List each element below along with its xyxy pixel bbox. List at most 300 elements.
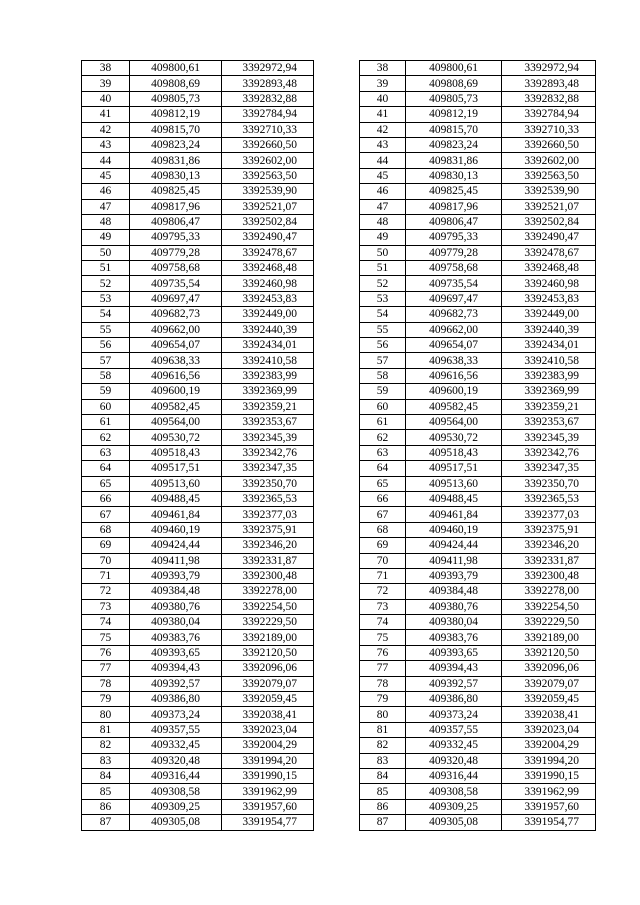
left-point-number: 72 xyxy=(82,584,130,599)
column-gap xyxy=(314,291,360,306)
left-y-coordinate: 3391994,20 xyxy=(222,753,314,768)
right-x-coordinate: 409460,19 xyxy=(406,522,502,537)
right-point-number: 61 xyxy=(360,414,406,429)
right-y-coordinate: 3392468,48 xyxy=(502,261,596,276)
left-y-coordinate: 3392478,67 xyxy=(222,245,314,260)
left-x-coordinate: 409357,55 xyxy=(130,722,222,737)
left-y-coordinate: 3392660,50 xyxy=(222,137,314,152)
right-y-coordinate: 3392004,29 xyxy=(502,738,596,753)
right-x-coordinate: 409795,33 xyxy=(406,230,502,245)
right-y-coordinate: 3392440,39 xyxy=(502,322,596,337)
left-point-number: 48 xyxy=(82,214,130,229)
left-point-number: 78 xyxy=(82,676,130,691)
right-point-number: 58 xyxy=(360,368,406,383)
left-y-coordinate: 3392383,99 xyxy=(222,368,314,383)
left-y-coordinate: 3392468,48 xyxy=(222,261,314,276)
column-gap xyxy=(314,784,360,799)
left-x-coordinate: 409332,45 xyxy=(130,738,222,753)
table-row xyxy=(82,753,596,768)
right-y-coordinate: 3392359,21 xyxy=(502,399,596,414)
right-point-number: 54 xyxy=(360,307,406,322)
column-gap xyxy=(314,476,360,491)
left-point-number: 80 xyxy=(82,707,130,722)
table-row xyxy=(82,353,596,368)
right-x-coordinate: 409830,13 xyxy=(406,168,502,183)
left-y-coordinate: 3392079,07 xyxy=(222,676,314,691)
column-gap xyxy=(314,645,360,660)
column-gap xyxy=(314,76,360,91)
left-point-number: 62 xyxy=(82,430,130,445)
table-row xyxy=(82,61,596,76)
table-row xyxy=(82,276,596,291)
right-y-coordinate: 3392079,07 xyxy=(502,676,596,691)
left-x-coordinate: 409795,33 xyxy=(130,230,222,245)
right-point-number: 77 xyxy=(360,661,406,676)
right-point-number: 59 xyxy=(360,384,406,399)
right-point-number: 86 xyxy=(360,799,406,814)
left-y-coordinate: 3392490,47 xyxy=(222,230,314,245)
left-y-coordinate: 3392059,45 xyxy=(222,692,314,707)
right-point-number: 68 xyxy=(360,522,406,537)
left-y-coordinate: 3392300,48 xyxy=(222,568,314,583)
right-y-coordinate: 3392410,58 xyxy=(502,353,596,368)
right-y-coordinate: 3392383,99 xyxy=(502,368,596,383)
left-x-coordinate: 409638,33 xyxy=(130,353,222,368)
left-y-coordinate: 3392784,94 xyxy=(222,107,314,122)
column-gap xyxy=(314,276,360,291)
table-row xyxy=(82,199,596,214)
column-gap xyxy=(314,399,360,414)
left-x-coordinate: 409393,79 xyxy=(130,568,222,583)
left-point-number: 39 xyxy=(82,76,130,91)
column-gap xyxy=(314,538,360,553)
right-x-coordinate: 409582,45 xyxy=(406,399,502,414)
table-row xyxy=(82,91,596,106)
right-point-number: 70 xyxy=(360,553,406,568)
column-gap xyxy=(314,384,360,399)
left-x-coordinate: 409460,19 xyxy=(130,522,222,537)
right-x-coordinate: 409812,19 xyxy=(406,107,502,122)
right-point-number: 43 xyxy=(360,137,406,152)
right-x-coordinate: 409392,57 xyxy=(406,676,502,691)
column-gap xyxy=(314,245,360,260)
left-point-number: 71 xyxy=(82,568,130,583)
left-y-coordinate: 3392350,70 xyxy=(222,476,314,491)
left-x-coordinate: 409817,96 xyxy=(130,199,222,214)
right-x-coordinate: 409825,45 xyxy=(406,184,502,199)
column-gap xyxy=(314,338,360,353)
column-gap xyxy=(314,322,360,337)
right-point-number: 50 xyxy=(360,245,406,260)
left-y-coordinate: 3391957,60 xyxy=(222,799,314,814)
table-row xyxy=(82,461,596,476)
left-x-coordinate: 409392,57 xyxy=(130,676,222,691)
column-gap xyxy=(314,61,360,76)
left-x-coordinate: 409654,07 xyxy=(130,338,222,353)
right-point-number: 44 xyxy=(360,153,406,168)
left-x-coordinate: 409393,65 xyxy=(130,645,222,660)
right-x-coordinate: 409616,56 xyxy=(406,368,502,383)
right-x-coordinate: 409638,33 xyxy=(406,353,502,368)
right-point-number: 67 xyxy=(360,507,406,522)
right-y-coordinate: 3391962,99 xyxy=(502,784,596,799)
right-y-coordinate: 3392710,33 xyxy=(502,122,596,137)
left-x-coordinate: 409758,68 xyxy=(130,261,222,276)
table-row xyxy=(82,630,596,645)
right-point-number: 51 xyxy=(360,261,406,276)
right-y-coordinate: 3392478,67 xyxy=(502,245,596,260)
left-point-number: 54 xyxy=(82,307,130,322)
column-gap xyxy=(314,368,360,383)
left-point-number: 74 xyxy=(82,615,130,630)
right-y-coordinate: 3392660,50 xyxy=(502,137,596,152)
right-x-coordinate: 409815,70 xyxy=(406,122,502,137)
left-y-coordinate: 3392345,39 xyxy=(222,430,314,445)
left-point-number: 51 xyxy=(82,261,130,276)
left-point-number: 69 xyxy=(82,538,130,553)
left-x-coordinate: 409411,98 xyxy=(130,553,222,568)
right-point-number: 48 xyxy=(360,214,406,229)
right-y-coordinate: 3392350,70 xyxy=(502,476,596,491)
right-point-number: 47 xyxy=(360,199,406,214)
table-row xyxy=(82,599,596,614)
right-point-number: 82 xyxy=(360,738,406,753)
left-x-coordinate: 409823,24 xyxy=(130,137,222,152)
column-gap xyxy=(314,692,360,707)
right-y-coordinate: 3392346,20 xyxy=(502,538,596,553)
right-x-coordinate: 409309,25 xyxy=(406,799,502,814)
left-x-coordinate: 409735,54 xyxy=(130,276,222,291)
table-row xyxy=(82,568,596,583)
table-row xyxy=(82,799,596,814)
left-x-coordinate: 409386,80 xyxy=(130,692,222,707)
right-y-coordinate: 3392832,88 xyxy=(502,91,596,106)
right-x-coordinate: 409517,51 xyxy=(406,461,502,476)
left-point-number: 44 xyxy=(82,153,130,168)
table-row xyxy=(82,491,596,506)
right-y-coordinate: 3391957,60 xyxy=(502,799,596,814)
table-row xyxy=(82,661,596,676)
right-x-coordinate: 409662,00 xyxy=(406,322,502,337)
column-gap xyxy=(314,153,360,168)
left-point-number: 67 xyxy=(82,507,130,522)
left-point-number: 53 xyxy=(82,291,130,306)
left-y-coordinate: 3392460,98 xyxy=(222,276,314,291)
left-x-coordinate: 409806,47 xyxy=(130,214,222,229)
right-y-coordinate: 3391994,20 xyxy=(502,753,596,768)
table-row xyxy=(82,76,596,91)
left-point-number: 83 xyxy=(82,753,130,768)
left-x-coordinate: 409808,69 xyxy=(130,76,222,91)
table-row xyxy=(82,676,596,691)
right-x-coordinate: 409808,69 xyxy=(406,76,502,91)
right-x-coordinate: 409530,72 xyxy=(406,430,502,445)
right-x-coordinate: 409411,98 xyxy=(406,553,502,568)
right-y-coordinate: 3392521,07 xyxy=(502,199,596,214)
column-gap xyxy=(314,491,360,506)
left-y-coordinate: 3392434,01 xyxy=(222,338,314,353)
column-gap xyxy=(314,768,360,783)
right-y-coordinate: 3392539,90 xyxy=(502,184,596,199)
right-point-number: 78 xyxy=(360,676,406,691)
right-point-number: 83 xyxy=(360,753,406,768)
right-point-number: 64 xyxy=(360,461,406,476)
right-x-coordinate: 409654,07 xyxy=(406,338,502,353)
table-row xyxy=(82,230,596,245)
right-point-number: 46 xyxy=(360,184,406,199)
left-point-number: 70 xyxy=(82,553,130,568)
column-gap xyxy=(314,568,360,583)
left-point-number: 73 xyxy=(82,599,130,614)
right-y-coordinate: 3392345,39 xyxy=(502,430,596,445)
right-y-coordinate: 3392375,91 xyxy=(502,522,596,537)
right-x-coordinate: 409386,80 xyxy=(406,692,502,707)
table-row xyxy=(82,107,596,122)
right-y-coordinate: 3392254,50 xyxy=(502,599,596,614)
left-point-number: 56 xyxy=(82,338,130,353)
left-point-number: 57 xyxy=(82,353,130,368)
left-point-number: 38 xyxy=(82,61,130,76)
right-point-number: 66 xyxy=(360,491,406,506)
left-x-coordinate: 409831,86 xyxy=(130,153,222,168)
right-point-number: 45 xyxy=(360,168,406,183)
table-row xyxy=(82,538,596,553)
left-x-coordinate: 409488,45 xyxy=(130,491,222,506)
table-row xyxy=(82,768,596,783)
left-x-coordinate: 409424,44 xyxy=(130,538,222,553)
right-point-number: 81 xyxy=(360,722,406,737)
column-gap xyxy=(314,168,360,183)
right-x-coordinate: 409800,61 xyxy=(406,61,502,76)
left-point-number: 55 xyxy=(82,322,130,337)
left-x-coordinate: 409530,72 xyxy=(130,430,222,445)
left-x-coordinate: 409394,43 xyxy=(130,661,222,676)
right-point-number: 39 xyxy=(360,76,406,91)
right-y-coordinate: 3392893,48 xyxy=(502,76,596,91)
right-point-number: 42 xyxy=(360,122,406,137)
right-y-coordinate: 3392434,01 xyxy=(502,338,596,353)
left-x-coordinate: 409308,58 xyxy=(130,784,222,799)
table-row xyxy=(82,584,596,599)
right-x-coordinate: 409779,28 xyxy=(406,245,502,260)
left-point-number: 46 xyxy=(82,184,130,199)
right-x-coordinate: 409308,58 xyxy=(406,784,502,799)
left-point-number: 87 xyxy=(82,815,130,830)
table-row xyxy=(82,553,596,568)
table-row xyxy=(82,307,596,322)
right-x-coordinate: 409735,54 xyxy=(406,276,502,291)
table-row xyxy=(82,261,596,276)
right-y-coordinate: 3392278,00 xyxy=(502,584,596,599)
right-x-coordinate: 409823,24 xyxy=(406,137,502,152)
left-x-coordinate: 409517,51 xyxy=(130,461,222,476)
left-x-coordinate: 409518,43 xyxy=(130,445,222,460)
right-y-coordinate: 3392189,00 xyxy=(502,630,596,645)
left-x-coordinate: 409320,48 xyxy=(130,753,222,768)
column-gap xyxy=(314,353,360,368)
table-row xyxy=(82,645,596,660)
right-y-coordinate: 3392300,48 xyxy=(502,568,596,583)
right-y-coordinate: 3392377,03 xyxy=(502,507,596,522)
right-y-coordinate: 3391954,77 xyxy=(502,815,596,830)
left-point-number: 58 xyxy=(82,368,130,383)
left-point-number: 50 xyxy=(82,245,130,260)
right-point-number: 73 xyxy=(360,599,406,614)
right-x-coordinate: 409373,24 xyxy=(406,707,502,722)
left-x-coordinate: 409582,45 xyxy=(130,399,222,414)
left-x-coordinate: 409812,19 xyxy=(130,107,222,122)
column-gap xyxy=(314,414,360,429)
right-y-coordinate: 3392365,53 xyxy=(502,491,596,506)
left-y-coordinate: 3392539,90 xyxy=(222,184,314,199)
left-y-coordinate: 3392038,41 xyxy=(222,707,314,722)
left-x-coordinate: 409373,24 xyxy=(130,707,222,722)
left-y-coordinate: 3392365,53 xyxy=(222,491,314,506)
left-point-number: 42 xyxy=(82,122,130,137)
right-y-coordinate: 3392490,47 xyxy=(502,230,596,245)
right-x-coordinate: 409805,73 xyxy=(406,91,502,106)
left-y-coordinate: 3392120,50 xyxy=(222,645,314,660)
table-row xyxy=(82,430,596,445)
table-row xyxy=(82,707,596,722)
left-y-coordinate: 3392972,94 xyxy=(222,61,314,76)
right-x-coordinate: 409758,68 xyxy=(406,261,502,276)
column-gap xyxy=(314,738,360,753)
column-gap xyxy=(314,107,360,122)
left-x-coordinate: 409305,08 xyxy=(130,815,222,830)
right-x-coordinate: 409513,60 xyxy=(406,476,502,491)
left-y-coordinate: 3392453,83 xyxy=(222,291,314,306)
left-x-coordinate: 409383,76 xyxy=(130,630,222,645)
column-gap xyxy=(314,584,360,599)
right-point-number: 62 xyxy=(360,430,406,445)
right-point-number: 75 xyxy=(360,630,406,645)
right-point-number: 72 xyxy=(360,584,406,599)
column-gap xyxy=(314,722,360,737)
left-x-coordinate: 409616,56 xyxy=(130,368,222,383)
column-gap xyxy=(314,799,360,814)
left-x-coordinate: 409805,73 xyxy=(130,91,222,106)
left-point-number: 47 xyxy=(82,199,130,214)
right-y-coordinate: 3392449,00 xyxy=(502,307,596,322)
left-x-coordinate: 409800,61 xyxy=(130,61,222,76)
left-x-coordinate: 409309,25 xyxy=(130,799,222,814)
right-point-number: 87 xyxy=(360,815,406,830)
right-y-coordinate: 3392229,50 xyxy=(502,615,596,630)
right-x-coordinate: 409380,04 xyxy=(406,615,502,630)
column-gap xyxy=(314,522,360,537)
left-y-coordinate: 3392096,06 xyxy=(222,661,314,676)
right-point-number: 80 xyxy=(360,707,406,722)
column-gap xyxy=(314,214,360,229)
right-y-coordinate: 3392502,84 xyxy=(502,214,596,229)
left-y-coordinate: 3392710,33 xyxy=(222,122,314,137)
right-point-number: 40 xyxy=(360,91,406,106)
right-y-coordinate: 3392353,67 xyxy=(502,414,596,429)
left-point-number: 63 xyxy=(82,445,130,460)
column-gap xyxy=(314,137,360,152)
left-y-coordinate: 3392449,00 xyxy=(222,307,314,322)
column-gap xyxy=(314,707,360,722)
right-x-coordinate: 409518,43 xyxy=(406,445,502,460)
column-gap xyxy=(314,815,360,830)
left-y-coordinate: 3392377,03 xyxy=(222,507,314,522)
table-row xyxy=(82,692,596,707)
left-y-coordinate: 3392359,21 xyxy=(222,399,314,414)
column-gap xyxy=(314,615,360,630)
left-point-number: 64 xyxy=(82,461,130,476)
left-x-coordinate: 409815,70 xyxy=(130,122,222,137)
right-x-coordinate: 409357,55 xyxy=(406,722,502,737)
table-row xyxy=(82,168,596,183)
left-point-number: 40 xyxy=(82,91,130,106)
column-gap xyxy=(314,661,360,676)
left-point-number: 86 xyxy=(82,799,130,814)
left-x-coordinate: 409316,44 xyxy=(130,768,222,783)
left-y-coordinate: 3392502,84 xyxy=(222,214,314,229)
right-x-coordinate: 409384,48 xyxy=(406,584,502,599)
right-x-coordinate: 409393,79 xyxy=(406,568,502,583)
table-row xyxy=(82,245,596,260)
right-point-number: 85 xyxy=(360,784,406,799)
left-y-coordinate: 3391990,15 xyxy=(222,768,314,783)
left-point-number: 85 xyxy=(82,784,130,799)
left-point-number: 77 xyxy=(82,661,130,676)
right-y-coordinate: 3392059,45 xyxy=(502,692,596,707)
right-x-coordinate: 409564,00 xyxy=(406,414,502,429)
left-y-coordinate: 3392254,50 xyxy=(222,599,314,614)
column-gap xyxy=(314,430,360,445)
left-x-coordinate: 409825,45 xyxy=(130,184,222,199)
column-gap xyxy=(314,507,360,522)
left-y-coordinate: 3392440,39 xyxy=(222,322,314,337)
right-y-coordinate: 3392460,98 xyxy=(502,276,596,291)
left-point-number: 52 xyxy=(82,276,130,291)
left-y-coordinate: 3392346,20 xyxy=(222,538,314,553)
right-y-coordinate: 3392453,83 xyxy=(502,291,596,306)
left-x-coordinate: 409830,13 xyxy=(130,168,222,183)
table-row xyxy=(82,184,596,199)
table-row xyxy=(82,338,596,353)
left-x-coordinate: 409461,84 xyxy=(130,507,222,522)
table-row xyxy=(82,399,596,414)
column-gap xyxy=(314,753,360,768)
table-row xyxy=(82,615,596,630)
right-y-coordinate: 3392120,50 xyxy=(502,645,596,660)
left-point-number: 59 xyxy=(82,384,130,399)
column-gap xyxy=(314,307,360,322)
table-row xyxy=(82,476,596,491)
right-y-coordinate: 3392342,76 xyxy=(502,445,596,460)
table-row xyxy=(82,153,596,168)
column-gap xyxy=(314,199,360,214)
right-x-coordinate: 409461,84 xyxy=(406,507,502,522)
right-point-number: 69 xyxy=(360,538,406,553)
left-y-coordinate: 3392410,58 xyxy=(222,353,314,368)
table-body xyxy=(82,61,596,831)
column-gap xyxy=(314,676,360,691)
table-row xyxy=(82,384,596,399)
left-point-number: 75 xyxy=(82,630,130,645)
table-row xyxy=(82,214,596,229)
right-y-coordinate: 3392563,50 xyxy=(502,168,596,183)
left-point-number: 49 xyxy=(82,230,130,245)
right-x-coordinate: 409383,76 xyxy=(406,630,502,645)
left-x-coordinate: 409564,00 xyxy=(130,414,222,429)
left-point-number: 79 xyxy=(82,692,130,707)
left-y-coordinate: 3392563,50 xyxy=(222,168,314,183)
left-y-coordinate: 3392893,48 xyxy=(222,76,314,91)
